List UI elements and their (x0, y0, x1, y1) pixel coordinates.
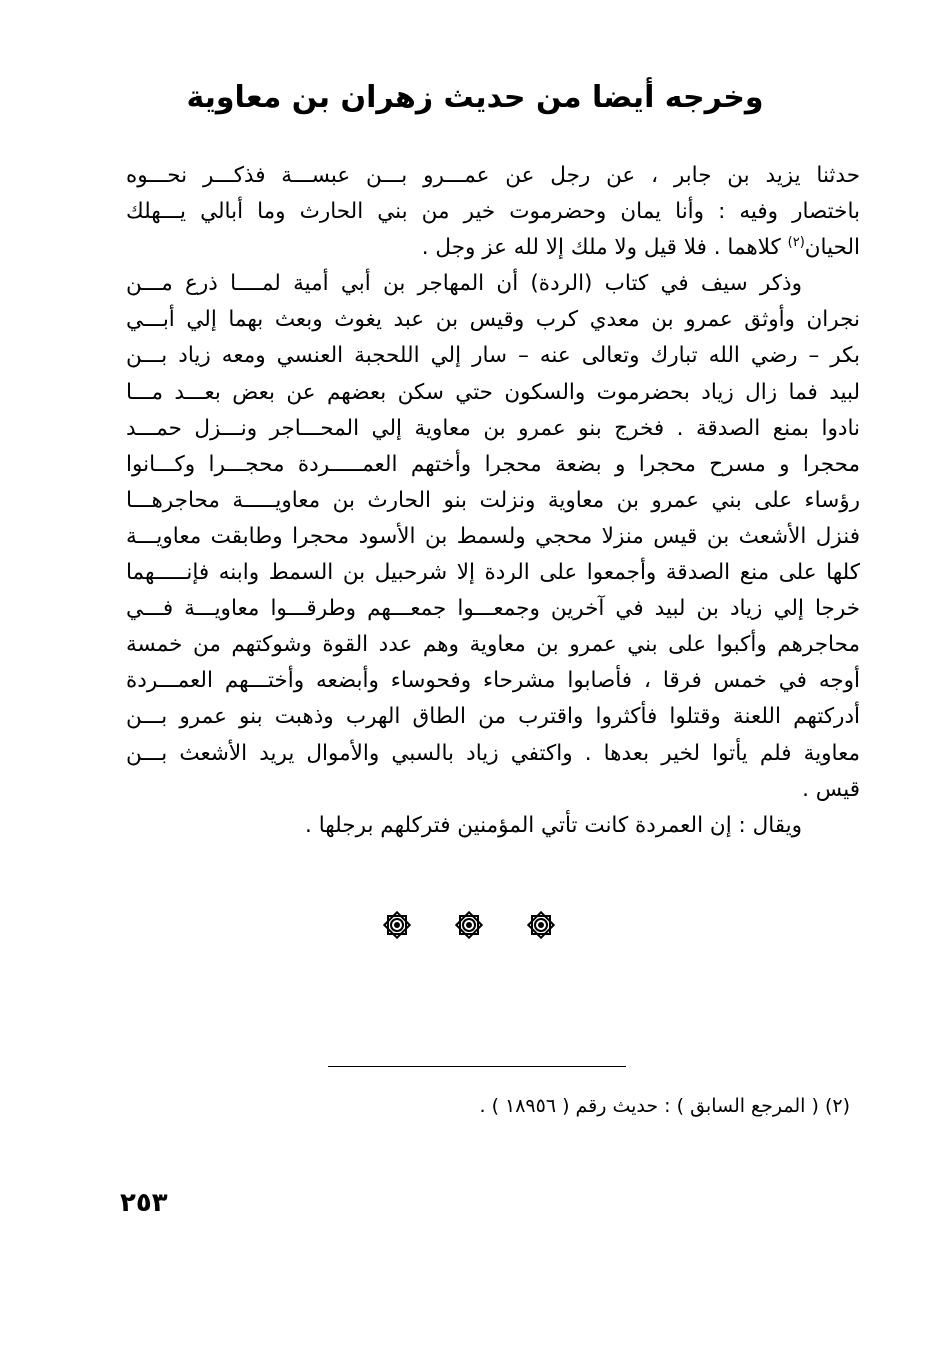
text-line-14: محاجرهم وأكبوا على بني عمرو بن معاوية وهم عدد القوة وشوكتهم من خمسة (126, 632, 860, 658)
text-line-3-start: الحيان (804, 235, 860, 261)
text-line-19: ويقال : إن العمردة كانت تأتي المؤمنين فتركلهم برجلها . (305, 812, 802, 838)
text-line-17: معاوية فلم يأتوا لخير بعدها . واكتفي زياد بالسبي والأموال يريد الأشعث بـــن (126, 740, 860, 766)
text-line-16: أدركتهم اللعنة وقتلوا فأكثروا واقترب من الطاق الهرب وذهبت بنو عمرو بـــن (126, 704, 860, 730)
main-text (126, 158, 860, 844)
section-divider (380, 908, 580, 948)
text-line-13: خرجا إلي زياد بن لبيد في آخرين وجمعـــوا جمعـــهم وطرقـــوا معاويـــة فـــي (126, 596, 860, 622)
text-line-8: نادوا بمنع الصدقة . فخرج بنو عمرو بن معاوية إلي المحـــاجر ونـــزل حمـــد (126, 415, 860, 441)
text-line-3 (126, 230, 860, 266)
star-rosette-icon (452, 908, 486, 942)
text-line-11: فنزل الأشعث بن قيس منزلا محجي ولسمط بن الأسود محجرا وطابقت معاويـــة (126, 523, 860, 549)
text-line-4: وذكر سيف في كتاب (الردة) أن المهاجر بن أبي أمية لمــــا ذرع مـــن (126, 271, 802, 297)
text-line-15: أوجه في خمس فرقا ، فأصابوا مشرحاء وفحوساء وأبضعه وأختـــهم العمـــردة (126, 668, 860, 694)
text-line-9: محجرا و مسرح محجرا و بضعة محجرا وأختهم العمـــــردة محجـــرا وكـــانوا (126, 451, 860, 477)
text-line-2: باختصار وفيه : وأنا يمان وحضرموت خير من بني الحارث وما أبالي يـــهلك (126, 199, 860, 225)
footnote-reference: (٢) (787, 235, 805, 251)
text-line-5: نجران وأوثق عمرو بن معدي كرب وقيس بن عبد يغوث وبعث بهما إلي أبـــي (126, 307, 860, 333)
text-line-7: لبيد فما زال زياد بحضرموت والسكون حتي سكن بعضهم عن بعض بعـــد مـــا (126, 379, 860, 405)
text-line-12: كلها على منع الصدقة وأجمعوا على الردة إلا شرحبيل بن السمط وابنه فإنـــــهما (126, 560, 860, 586)
page-number: ٢٥٣ (120, 1188, 168, 1218)
text-line-6: بكر – رضي الله تبارك وتعالى عنه – سار إلي اللحجبة العنسي ومعه زياد بـــن (126, 343, 860, 369)
text-line-3-end: كلاهما . فلا قيل ولا ملك إلا لله عز وجل . (421, 235, 781, 261)
star-rosette-icon (524, 908, 558, 942)
footnote: (٢) ( المرجع السابق ) : حديث رقم ( ١٨٩٥٦ ) . (479, 1095, 850, 1117)
footnote-separator (328, 1066, 626, 1067)
text-line-10: رؤساء على بني عمرو بن معاوية ونزلت بنو الحارث بن معاويـــــة محاجرهـــا (126, 487, 860, 513)
text-line-18: قيس . (802, 776, 860, 802)
text-line-1: حدثنا يزيد بن جابر ، عن رجل عن عمـــرو بـــن عبســـة فذكـــر نحـــوه (126, 163, 860, 188)
page-title: وخرجه أيضا من حديث زهران بن معاوية (186, 80, 764, 115)
star-rosette-icon (380, 908, 414, 942)
